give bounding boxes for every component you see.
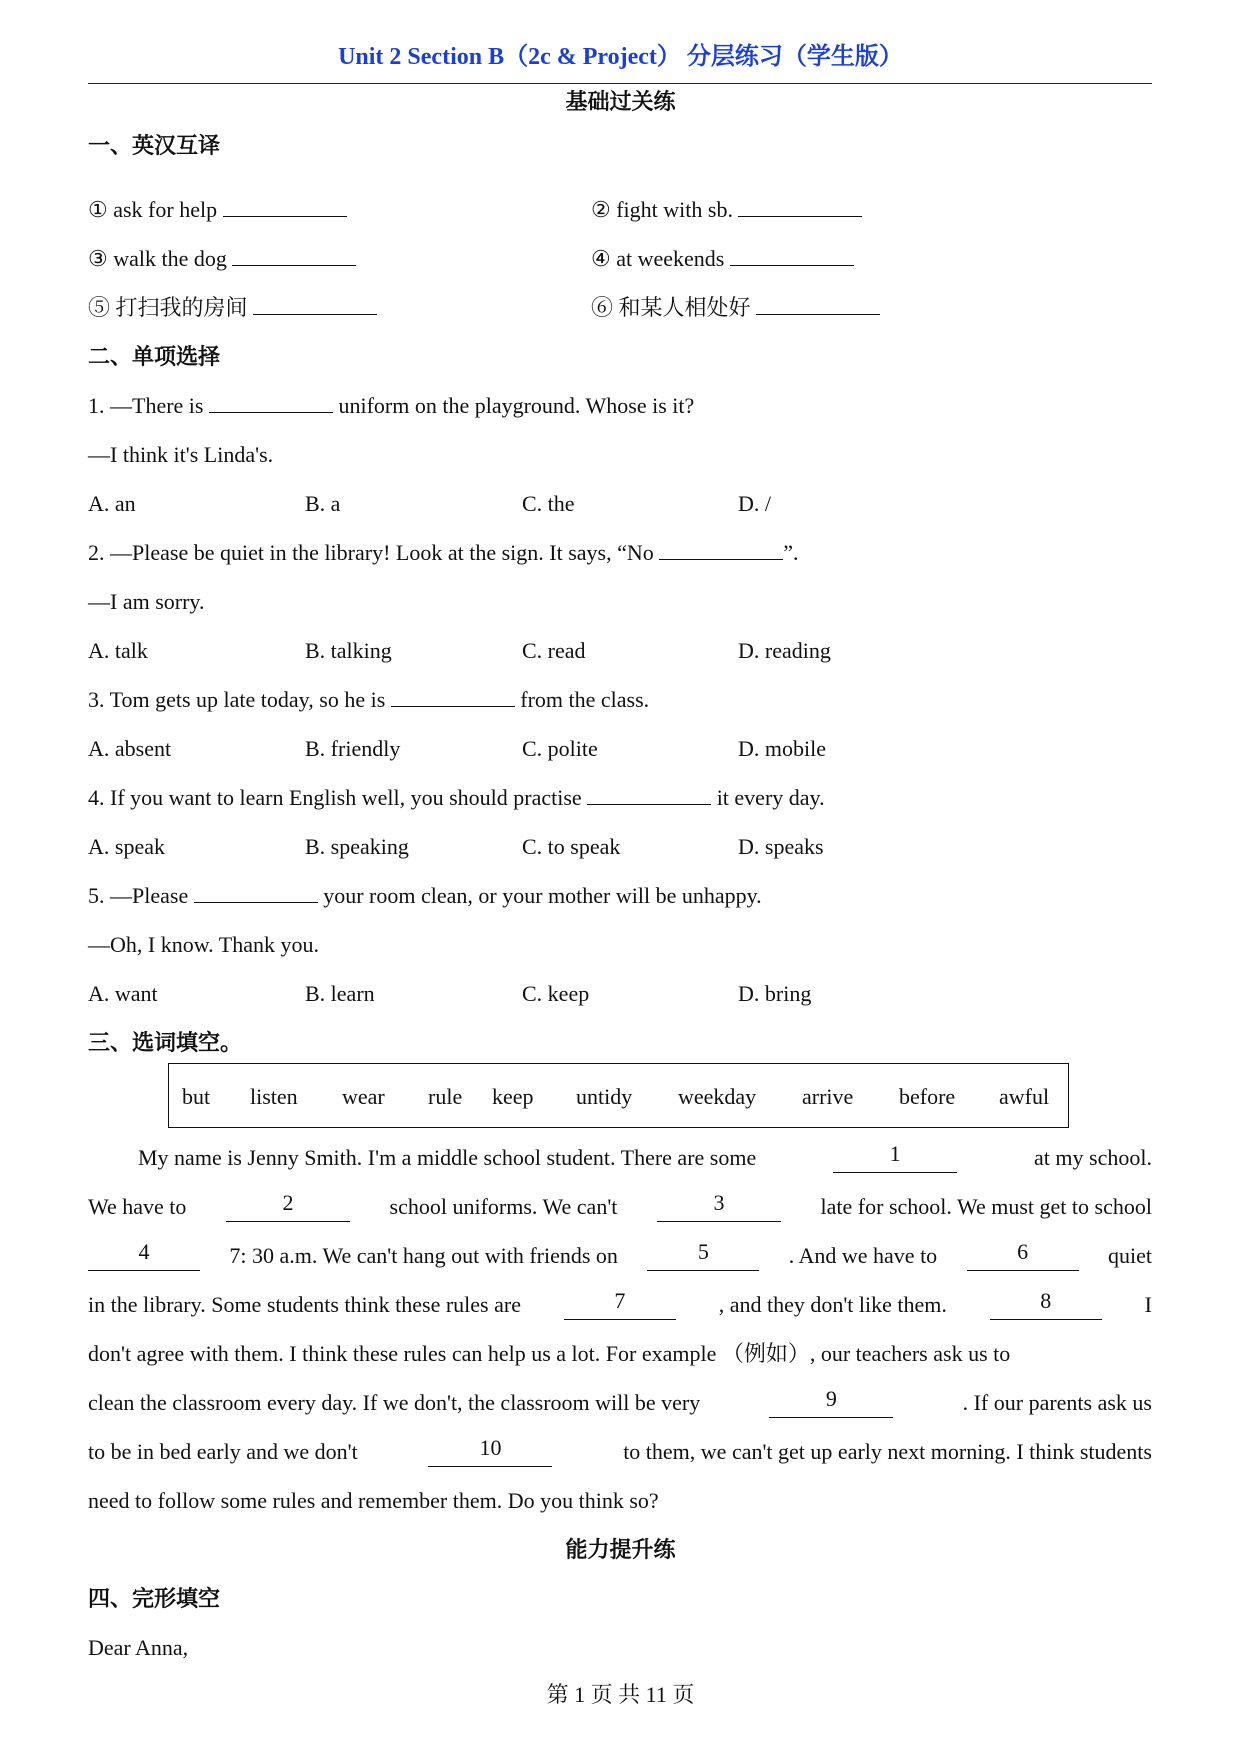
question-5-stem: 5. —Please your room clean, or your mother will be unhappy.	[88, 883, 762, 908]
passage-line-4: in the library. Some students think these rules are 7 , and they don't like them. 8 I	[88, 1290, 1152, 1320]
section-advanced-title: 能力提升练	[565, 1537, 676, 1562]
q3-option-c[interactable]: C. polite	[522, 736, 598, 761]
section-basic-title: 基础过关练	[565, 89, 676, 114]
answer-blank[interactable]	[738, 196, 862, 217]
answer-blank[interactable]	[730, 245, 854, 266]
word-bank-item: arrive	[802, 1084, 854, 1109]
passage-blank[interactable]: 4	[88, 1241, 200, 1271]
passage-blank[interactable]: 9	[769, 1388, 893, 1418]
passage-blank[interactable]: 7	[564, 1290, 676, 1320]
translate-item-2: ② fight with sb.	[591, 195, 862, 225]
word-bank-item: but	[182, 1084, 211, 1109]
passage-blank[interactable]: 2	[226, 1192, 350, 1222]
answer-blank[interactable]	[209, 392, 333, 413]
translate-item-1: ① ask for help	[88, 195, 347, 225]
passage-blank[interactable]: 8	[990, 1290, 1102, 1320]
word-bank-item: before	[899, 1084, 956, 1109]
q3-option-d[interactable]: D. mobile	[738, 736, 826, 761]
q4-option-d[interactable]: D. speaks	[738, 834, 824, 859]
passage-line-7: to be in bed early and we don't 10 to them, we can't get up early next morning. I think students	[88, 1437, 1152, 1467]
question-2-stem: 2. —Please be quiet in the library! Look at the sign. It says, “No ”.	[88, 540, 799, 565]
part1-heading: 一、英汉互译	[88, 133, 221, 158]
word-bank-box	[168, 1063, 1069, 1128]
question-3-stem: 3. Tom gets up late today, so he is from the class.	[88, 687, 650, 712]
translate-item-6: ⑥ 和某人相处好	[591, 293, 880, 323]
q5-option-d[interactable]: D. bring	[738, 981, 812, 1006]
answer-blank[interactable]	[253, 294, 377, 315]
passage-line-6: clean the classroom every day. If we don't, the classroom will be very 9 . If our parents ask us	[88, 1388, 1152, 1418]
passage-line-2: We have to 2 school uniforms. We can't 3 late for school. We must get to school	[88, 1192, 1152, 1222]
answer-blank[interactable]	[232, 245, 356, 266]
letter-greeting: Dear Anna,	[88, 1635, 189, 1660]
word-bank-item: keep	[492, 1084, 534, 1109]
q2-option-a[interactable]: A. talk	[88, 638, 148, 663]
passage-blank[interactable]: 10	[428, 1437, 552, 1467]
q3-option-a[interactable]: A. absent	[88, 736, 172, 761]
header-divider	[88, 83, 1152, 84]
q2-option-d[interactable]: D. reading	[738, 638, 831, 663]
word-bank-item: weekday	[678, 1084, 757, 1109]
answer-blank[interactable]	[391, 686, 515, 707]
translate-item-4: ④ at weekends	[591, 244, 854, 274]
passage-line-1: My name is Jenny Smith. I'm a middle school student. There are some 1 at my school.	[138, 1143, 1152, 1173]
answer-blank[interactable]	[587, 784, 711, 805]
q1-option-d[interactable]: D. /	[738, 491, 771, 516]
part4-heading: 四、完形填空	[88, 1586, 221, 1611]
word-bank-item: untidy	[576, 1084, 633, 1109]
word-bank-item: awful	[999, 1084, 1050, 1109]
q5-option-b[interactable]: B. learn	[305, 981, 375, 1006]
part2-heading: 二、单项选择	[88, 344, 221, 369]
answer-blank[interactable]	[756, 294, 880, 315]
answer-blank[interactable]	[194, 882, 318, 903]
passage-line-5: don't agree with them. I think these rules can help us a lot. For example （例如）, our teachers ask us to	[88, 1341, 1011, 1366]
q4-option-b[interactable]: B. speaking	[305, 834, 409, 859]
q5-option-a[interactable]: A. want	[88, 981, 158, 1006]
q1-option-c[interactable]: C. the	[522, 491, 575, 516]
passage-blank[interactable]: 1	[833, 1143, 957, 1173]
q2-option-b[interactable]: B. talking	[305, 638, 392, 663]
q5-option-c[interactable]: C. keep	[522, 981, 590, 1006]
word-bank-item: rule	[428, 1084, 463, 1109]
page-number-footer: 第 1 页 共 11 页	[546, 1682, 695, 1707]
passage-line-8: need to follow some rules and remember them. Do you think so?	[88, 1488, 659, 1513]
passage-blank[interactable]: 6	[967, 1241, 1079, 1271]
translate-item-5: ⑤ 打扫我的房间	[88, 293, 377, 323]
q3-option-b[interactable]: B. friendly	[305, 736, 401, 761]
word-bank-item: listen	[250, 1084, 298, 1109]
q4-option-c[interactable]: C. to speak	[522, 834, 621, 859]
document-header-title: Unit 2 Section B（2c & Project） 分层练习（学生版）	[338, 44, 903, 70]
answer-blank[interactable]	[223, 196, 347, 217]
answer-blank[interactable]	[659, 539, 783, 560]
q4-option-a[interactable]: A. speak	[88, 834, 165, 859]
passage-line-3: 4 7: 30 a.m. We can't hang out with friends on 5 . And we have to 6 quiet	[88, 1241, 1152, 1271]
passage-blank[interactable]: 3	[657, 1192, 781, 1222]
passage-blank[interactable]: 5	[647, 1241, 759, 1271]
q2-option-c[interactable]: C. read	[522, 638, 586, 663]
part3-heading: 三、选词填空。	[88, 1030, 243, 1055]
question-5-reply: —Oh, I know. Thank you.	[88, 932, 319, 957]
question-2-reply: —I am sorry.	[88, 589, 205, 614]
translate-item-3: ③ walk the dog	[88, 244, 356, 274]
q1-option-b[interactable]: B. a	[305, 491, 341, 516]
q1-option-a[interactable]: A. an	[88, 491, 136, 516]
question-4-stem: 4. If you want to learn English well, you should practise it every day.	[88, 785, 825, 810]
question-1-stem: 1. —There is uniform on the playground. Whose is it?	[88, 393, 695, 418]
question-1-reply: —I think it's Linda's.	[88, 442, 274, 467]
word-bank-item: wear	[342, 1084, 385, 1109]
